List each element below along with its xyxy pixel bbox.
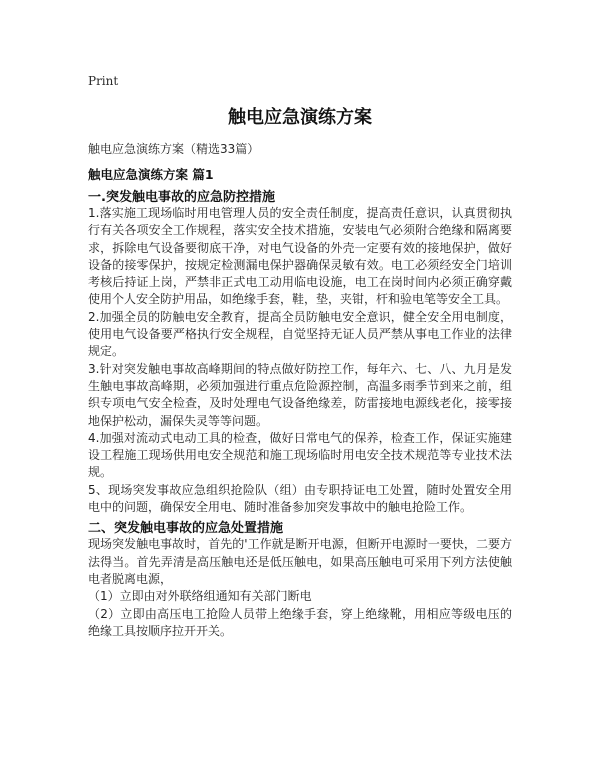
- section-1-paragraph-2: 2.加强全员的防触电安全教育，提高全员防触电安全意识，健全安全用电制度，使用电气设备要严格执行安全规程，自觉坚持无证人员严禁从事电工作业的法律规定。: [88, 309, 512, 359]
- print-link[interactable]: Print: [88, 74, 119, 88]
- section-2-paragraph-3: （2）立即由高压电工抢险人员带上绝缘手套，穿上绝缘靴，用相应等级电压的绝缘工具按顺序拉开开关。: [88, 606, 512, 638]
- section-1-paragraph-1: 1.落实施工现场临时用电管理人员的安全责任制度，提高责任意识，认真贯彻执行有关各项安全工作规程，落实安全技术措施，安装电气必须附合绝缘和隔离要求，拆除电气设备要彻底干净，对电气设备的外壳一定要有效的接地保护，做好设备的接零保护，按规定检测漏电保护器确保灵敏有效。电工必须经安全门培训考核后持证上岗，严禁非正式电工动用临电设施，电工在岗时间内必须正确穿戴使用个人安全防护用品，如绝缘手套，鞋，垫，夹钳，杆和验电笔等安全工具。: [88, 206, 512, 307]
- section-1: [88, 191, 512, 516]
- section-1-paragraph-3: 3.针对突发触电事故高峰期间的特点做好防控工作，每年六、七、八、九月是发生触电事故高峰期，必须加强进行重点危险源控制，高温多雨季节到来之前，组织专项电气安全检查，及时处理电气设备绝缘差，防雷接地电源线老化，接零接地保护松动，漏保失灵等等问题。: [88, 361, 512, 428]
- section-1-paragraph-4: 4.加强对流动式电动工具的检查，做好日常电气的保养，检查工作，保证实施建设工程施工现场供用电安全规范和施工现场临时用电安全技术规范等专业技术法规。: [88, 430, 512, 480]
- chapter-heading: 触电应急演练方案 篇1: [88, 167, 214, 182]
- section-2-paragraph-1: 现场突发触电事故时，首先的'工作就是断开电源，但断开电源时一要快，二要方法得当。首先弄清是高压触电还是低压触电，如果高压触电可采用下列方法使触电者脱离电源，: [88, 537, 512, 586]
- section-1-paragraph-5: 5、现场突发事故应急组织抢险队（组）由专职持证电工处置，随时处置安全用电中的问题，确保安全用电、随时准备参加突发事故中的触电抢险工作。: [88, 482, 512, 515]
- section-2-heading: 二、突发触电事故的应急处置措施: [88, 521, 284, 537]
- document-subtitle: 触电应急演练方案（精选33篇）: [88, 142, 260, 156]
- section-2-paragraph-2: （1）立即由对外联络组通知有关部门断电: [88, 589, 312, 604]
- section-2: [88, 522, 512, 640]
- page-title: 触电应急演练方案: [228, 107, 372, 128]
- section-1-heading: 一.突发触电事故的应急防控措施: [88, 190, 275, 205]
